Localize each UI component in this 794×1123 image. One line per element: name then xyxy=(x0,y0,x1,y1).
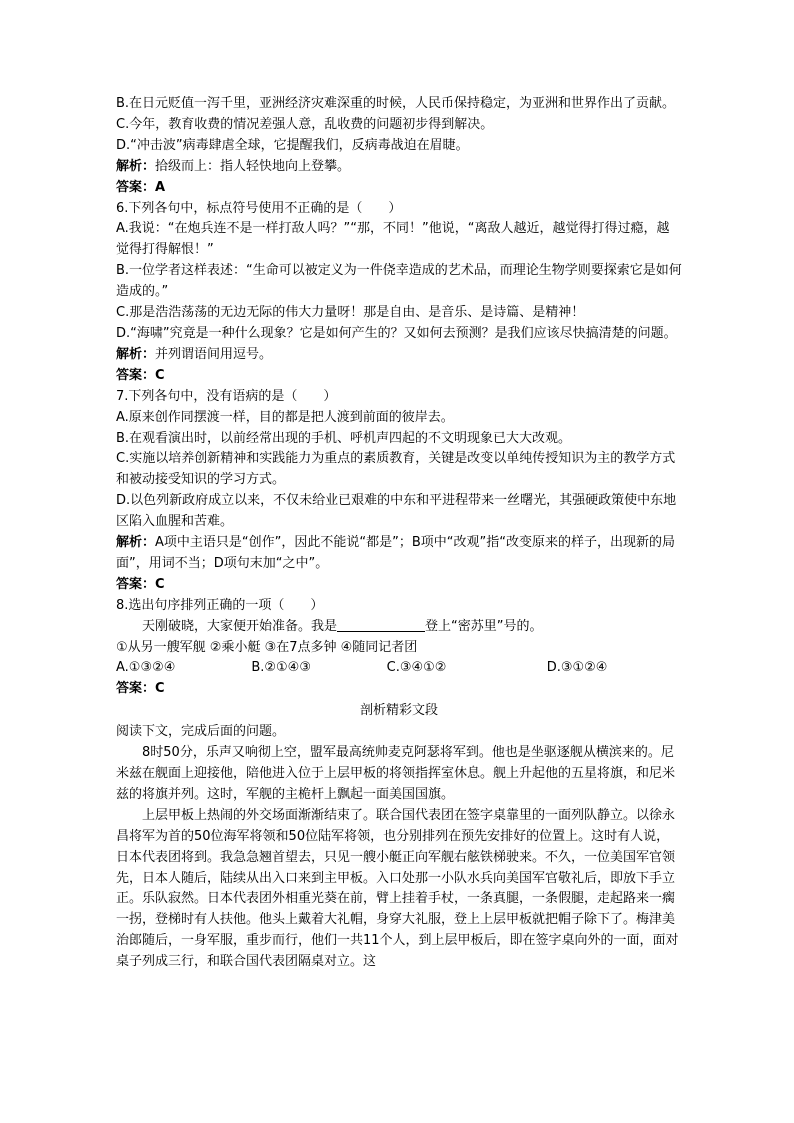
option-line: D.“冲击波”病毒肆虐全球，它提醒我们，反病毒战迫在眉睫。 xyxy=(116,137,469,153)
analysis-label: 解析： xyxy=(116,346,156,362)
fill-blank-sentence xyxy=(116,617,682,638)
choice-row xyxy=(116,658,682,679)
answer-line xyxy=(116,575,682,596)
option-line: D.以色列新政府成立以来，不仅未给业已艰难的中东和平进程带来一丝曙光，其强硬政策使中东地区陷入血腥和苦难。 xyxy=(116,493,677,530)
analysis-text: 并列谓语间用逗号。 xyxy=(155,346,273,362)
passage-paragraph: 8时50分，乐声又响彻上空，盟军最高统帅麦克阿瑟将军到。他也是坐驱逐舰从横滨来的。尼米兹在舰面上迎接他，陪他进入位于上层甲板的将领指挥室休息。舰上升起他的五星将旗，和尼米兹的将旗并列。这时，军舰的主桅杆上飘起一面美国国旗。 xyxy=(116,745,676,802)
instruction: 阅读下文，完成后面的问题。 xyxy=(116,724,286,740)
section-title: 剖析精彩文段 xyxy=(359,703,438,719)
option-line: C.实施以培养创新精神和实践能力为重点的素质教育，关键是改变以单纯传授知识为主的教学方式和被动接受知识的学习方式。 xyxy=(116,451,676,488)
phrase-list: ①从另一艘军舰 ②乘小艇 ③在7点多钟 ④随同记者团 xyxy=(116,639,418,655)
answer-value: C xyxy=(155,681,165,697)
blank-before: 天刚破晓，大家便开始准备。我是 xyxy=(142,618,338,634)
answer-value: C xyxy=(155,367,165,383)
answer-label: 答案： xyxy=(116,179,156,195)
analysis-text: A项中主语只是“创作”，因此不能说“都是”；B项中“改观”指“改变原来的样子，出现新的局面”，用词不当；D项句末加“之中”。 xyxy=(116,535,675,571)
answer-line xyxy=(116,366,682,387)
question-7: 7.下列各句中，没有语病的是（ ） xyxy=(116,388,337,404)
analysis-label: 解析： xyxy=(116,158,156,174)
answer-value: A xyxy=(155,179,166,195)
fill-blank xyxy=(337,617,425,632)
answer-label: 答案： xyxy=(116,576,156,592)
analysis-label: 解析： xyxy=(116,535,156,551)
question-8: 8.选出句序排列正确的一项（ ） xyxy=(116,597,324,613)
choice-b: B.②①④③ xyxy=(251,660,311,676)
choice-c: C.③④①② xyxy=(386,660,447,676)
analysis-line xyxy=(116,533,682,575)
answer-line xyxy=(116,679,682,700)
blank-after: 登上“密苏里”号的。 xyxy=(425,618,543,634)
document-page xyxy=(116,94,682,973)
passage-paragraph: 上层甲板上热闹的外交场面渐渐结束了。联合国代表团在签字桌靠里的一面列队静立。以徐永昌将军为首的50位海军将领和50位陆军将领，也分别排列在预先安排好的位置上。这时有人说，日本代表团将到。我急急翘首望去，只见一艘小艇正向军舰右舷铁梯驶来。不久，一位美国军官领先，日本人随后，陆续从出入口来到主甲板。入口处那一小队水兵向美国军官敬礼后，即放下手立正。乐队寂然。日本代表团外相重光葵在前，臂上挂着手杖，一条真腿，一条假腿，走起路来一瘸一拐，登梯时有人扶他。他头上戴着大礼帽，身穿大礼服，登上上层甲板就把帽子除下了。梅津美治郎随后，一身军服，重步而行，他们一共11个人，到上层甲板后，即在签字桌向外的一面，面对桌子列成三行，和联合国代表团隔桌对立。这 xyxy=(116,807,679,970)
option-line: C.今年，教育收费的情况差强人意，乱收费的问题初步得到解决。 xyxy=(116,116,494,132)
option-line: B.在日元贬值一泻千里，亚洲经济灾难深重的时候，人民币保持稳定，为亚洲和世界作出了贡献。 xyxy=(116,96,676,111)
choice-d: D.③①②④ xyxy=(546,660,608,676)
option-line: C.那是浩浩荡荡的无边无际的伟大力量呀！那是自由、是音乐、是诗篇、是精神！ xyxy=(116,305,585,321)
analysis-line xyxy=(116,157,682,178)
answer-line xyxy=(116,178,682,199)
answer-label: 答案： xyxy=(116,367,156,383)
analysis-line xyxy=(116,345,682,366)
analysis-text: 拾级而上：指人轻快地向上登攀。 xyxy=(155,158,351,174)
option-line: A.我说：“在炮兵连不是一样打敌人吗？”“那，不同！”他说，“离敌人越近，越觉得打得过瘾，越觉得打得解恨！” xyxy=(116,221,670,258)
answer-value: C xyxy=(155,576,165,592)
option-line: B.在观看演出时，以前经常出现的手机、呼机声四起的不文明现象已大大改观。 xyxy=(116,430,572,446)
answer-label: 答案： xyxy=(116,681,156,697)
option-line: D.“海啸”究竟是一种什么现象？它是如何产生的？又如何去预测？是我们应该尽快搞清楚的问题。 xyxy=(116,325,677,341)
option-line: B.一位学者这样表述：“生命可以被定义为一件侥幸造成的艺术品，而理论生物学则要探索它是如何造成的。” xyxy=(116,263,682,300)
question-6: 6.下列各句中，标点符号使用不正确的是（ ） xyxy=(116,200,402,216)
choice-a: A.①③②④ xyxy=(116,660,176,676)
option-line: A.原来创作同摆渡一样，目的都是把人渡到前面的彼岸去。 xyxy=(116,409,454,425)
